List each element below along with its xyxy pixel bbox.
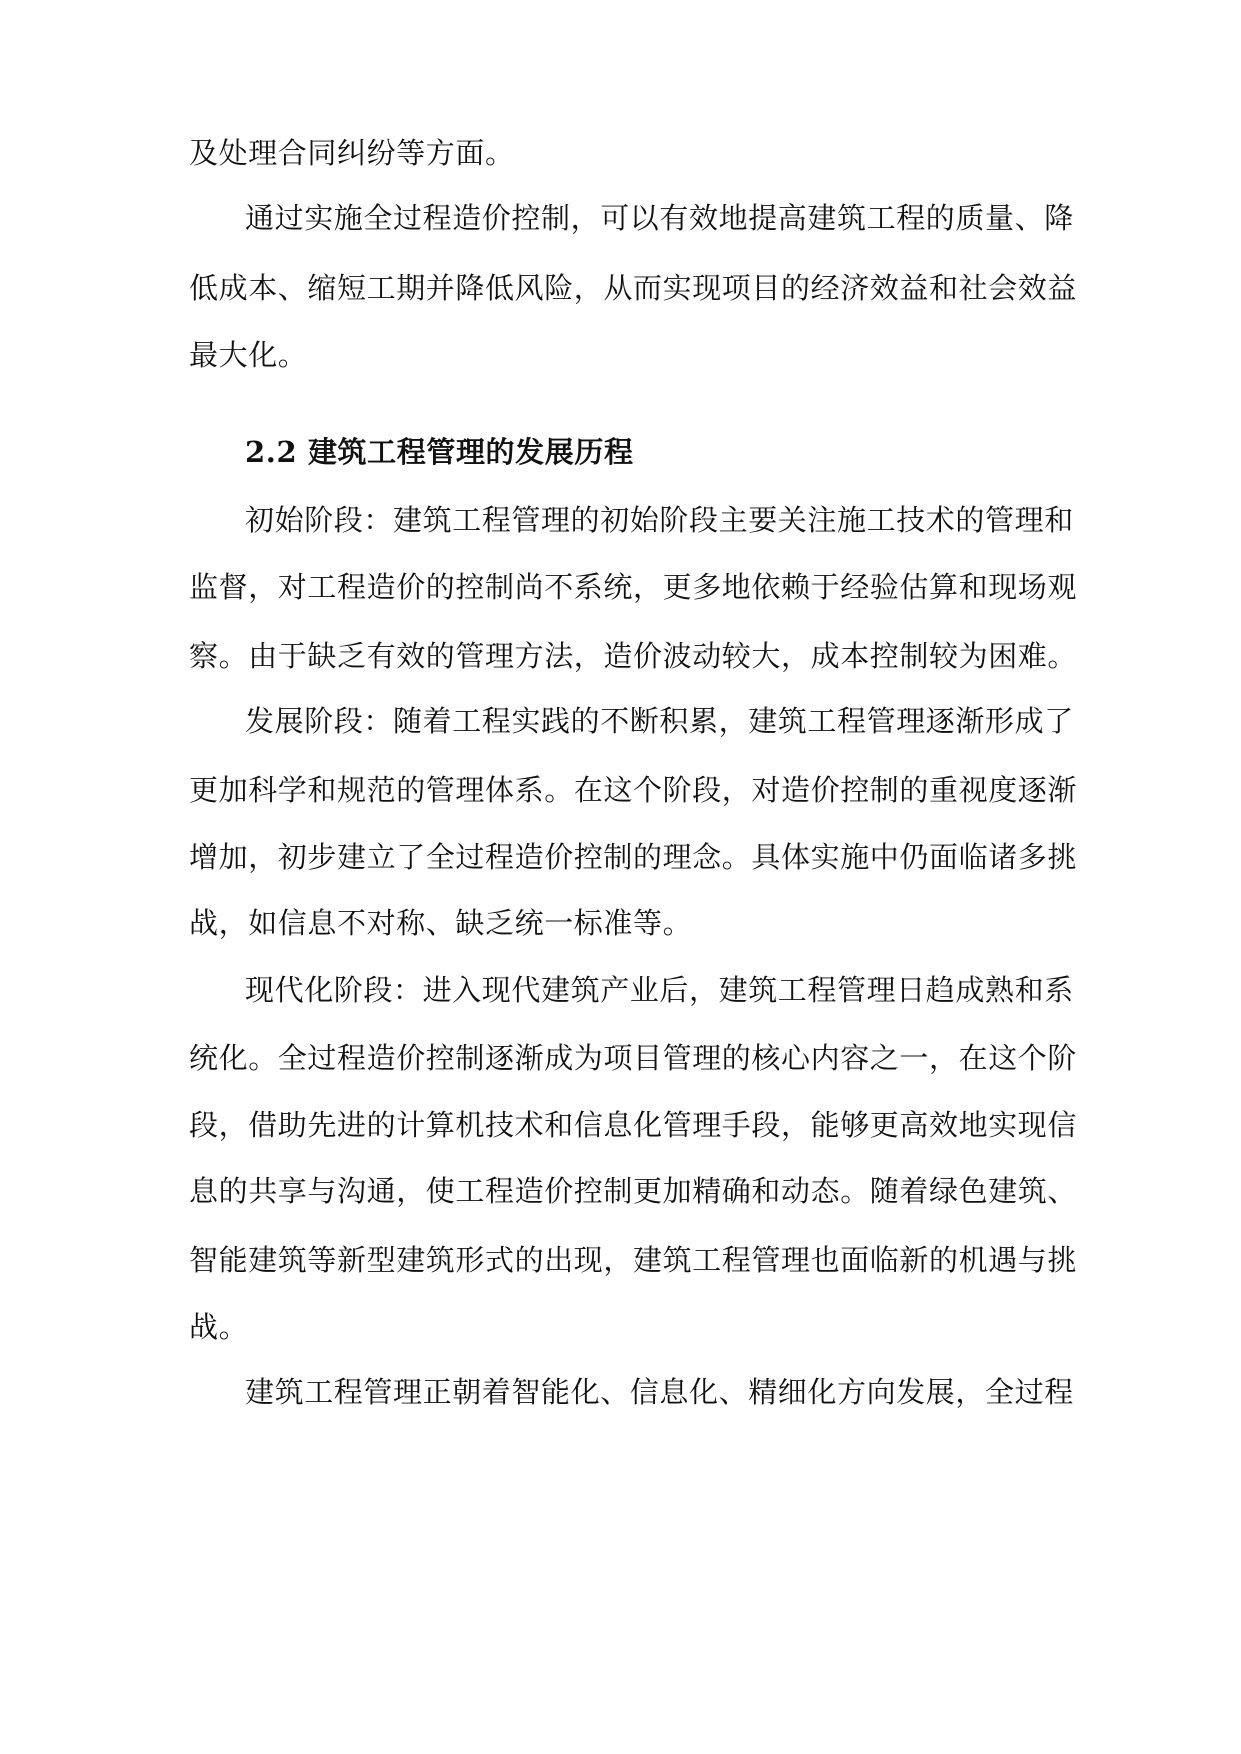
paragraph-line: 战，如信息不对称、缺乏统一标准等。	[189, 906, 693, 940]
paragraph-line: 更加科学和规范的管理体系。在这个阶段，对造价控制的重视度逐渐	[189, 773, 1078, 807]
paragraph-line: 初始阶段：建筑工程管理的初始阶段主要关注施工技术的管理和	[245, 503, 1074, 537]
paragraph-line: 现代化阶段：进入现代建筑产业后，建筑工程管理日趋成熟和系	[245, 973, 1074, 1007]
paragraph-line: 统化。全过程造价控制逐渐成为项目管理的核心内容之一，在这个阶	[189, 1041, 1078, 1075]
paragraph-line: 察。由于缺乏有效的管理方法，造价波动较大，成本控制较为困难。	[189, 639, 1078, 673]
paragraph-line: 最大化。	[189, 338, 308, 372]
paragraph-line: 增加，初步建立了全过程造价控制的理念。具体实施中仍面临诸多挑	[189, 840, 1078, 874]
paragraph-line: 智能建筑等新型建筑形式的出现，建筑工程管理也面临新的机遇与挑	[189, 1243, 1078, 1277]
paragraph-line: 建筑工程管理正朝着智能化、信息化、精细化方向发展，全过程	[245, 1375, 1074, 1409]
paragraph-line: 段，借助先进的计算机技术和信息化管理手段，能够更高效地实现信	[189, 1108, 1078, 1142]
paragraph-line: 监督，对工程造价的控制尚不系统，更多地依赖于经验估算和现场观	[189, 570, 1078, 604]
paragraph-line: 及处理合同纠纷等方面。	[189, 136, 515, 170]
paragraph-line: 发展阶段：随着工程实践的不断积累，建筑工程管理逐渐形成了	[245, 704, 1074, 738]
paragraph-line: 战。	[189, 1310, 249, 1344]
paragraph-line: 通过实施全过程造价控制，可以有效地提高建筑工程的质量、降	[245, 201, 1074, 235]
paragraph-line: 低成本、缩短工期并降低风险，从而实现项目的经济效益和社会效益	[189, 271, 1078, 305]
paragraph-line: 息的共享与沟通，使工程造价控制更加精确和动态。随着绿色建筑、	[189, 1174, 1078, 1208]
section-heading: 2.2 建筑工程管理的发展历程	[245, 435, 634, 469]
